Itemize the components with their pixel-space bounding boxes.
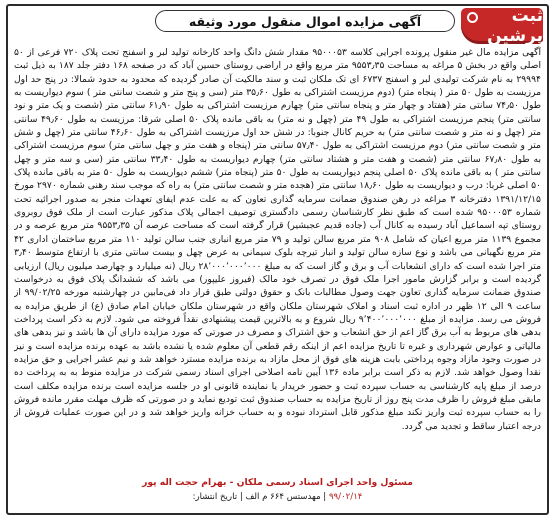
publication-meta-text: | مهدستس ۶۶۴ م الف | تاریخ انتشار: bbox=[192, 492, 329, 502]
notice-title bbox=[155, 10, 455, 32]
logo-eye-icon bbox=[467, 12, 478, 23]
publication-date: ۹۹/۰۲/۱۴ bbox=[328, 492, 363, 502]
notice-footer bbox=[12, 475, 543, 509]
logo-text: ثبت پرشین bbox=[487, 6, 543, 46]
notice-title-text: آگهی مزایده اموال منقول مورد وثیقه bbox=[188, 13, 422, 29]
publication-meta bbox=[12, 490, 543, 505]
newspaper-logo bbox=[461, 8, 543, 44]
notice-header bbox=[8, 6, 547, 46]
notice-body: آگهی مزایده مال غیر منقول پرونده اجرایی کلاسه ۹۵۰۰۰۵۳ مقدار شش دانگ واحد کارخانه تولید لبر و اسفنج تحت پلاک ۷۲۰ فرعی از ۵۰ اصلی واقع در بخش ۵ مراغه به مساحت ۹۵۵۳٫۳۵ متر مربع واقع در اراضی روستای حسین آباد که در صفحه ۱۶۸ دفتر جلد ۱۸۷ به ذیل ثبت ۲۹۹۹۴ به نام شرکت تولیدی لبر و اسفنج ۶۷۳۷ ای تک ملکان ثبت و سند مالکیت آن صادر گردیده که محدود به حدود شمالا: در پنج حد اول مرزیست به طول ۵۰ متر ( پنجاه متر) (دوم مرزیست اشتراکی به طول ۳۵٫۶۰ متر (سی و پنج متر و شصت سانتی متر ) سوم دیواریست به طول ۷۴٫۵۰ سانتی متر (هفتاد و چهار متر و پنجاه سانتی متر) چهارم مرزیست اشتراکی به طول ۶۱٫۹۰ سانتی متر (شصت و یک متر و نود سانتی متر) پنجم مرزیست اشتراکی به طول ۴۹ متر (چهل و نه متر) به باقی مانده پلاک ۵۰ اصلی شرقا: مرزیست به طول ۴۹٫۶۰ سانتی متر (چهل و نه متر و شصت سانتی متر) به حریم کانال جنوبا: در شش حد اول مرزیست اشتراکی به طول ۴۶٫۶۰ سانتی متر (چهل و شش متر و شصت سانتی متر) دوم مرزیست اشتراکی به طول ۵۷٫۴۰ سانتی متر (پنجاه و هفت متر و چهل سانتی متر) سوم مرزیست اشتراکی به طول ۶۷٫۸۰ سانتی متر (شصت و هفت متر و هشتاد سانتی متر) چهارم دیواریست به طول ۳۳٫۴۰ سانتی متر (سی و سه متر و چهل سانتی متر ) به باقی مانده پلاک ۵۰ اصلی پنجم دیواریست به طول ۵۰ متر (پنجاه متر) ششم دیواریست به طول ۵۰ متر به باقی مانده پلاک ۵۰ اصلی غربا: درب و دیواریست به طول ۱۸٫۶۰ سانتی متر (هجده متر و شصت سانتی متر) به راه که موجب سند رهنی شماره ۲۹۷۰ مورخ ۱۳۹۱/۱۲/۱۵ دفترخانه ۳ مراغه در رهن صندوق ضمانت سرمایه گذاری تعاون که به علت عدم ایفای تعهدات منجر به صدور اجرائیه تحت شماره ۹۵۰۰۰۵۳ شده است که طبق نظر کارشناسان رسمی دادگستری توصیف اجمالی پلاک مذکور عبارت است از ملک فوق روبروی روستای تپه اسماعیل آباد رسیده به کانال آب (جاده قدیم عجبشیر) قرار گرفته است که مساحت عرصه آن ۹۵۵۳٫۳۵ متر مربع عرصه و در مجموع ۱۱۳۹ متر مربع اعیان که شامل ۹۰۸ متر مربع سالن تولید و ۷۹ متر مربع انباری جنب سالن تولید ۱۱۰ متر مربع ساختمان اداری ۴۲ متر مربع نگهبانی می باشد و نوع سازه سالن تولید و انبار تیرچه بلوک سیمانی به عرض چهل و بیست سانتی متری با ارتفاع متوسط ۳٫۴۰ متر اجرا شده است که دارای انشعابات آب و برق و گاز است که به مبلغ ۲۸٬۰۰۰٬۰۰۰٬۰۰۰ ریال (نه میلیارد و چهارصد میلیون ریال) ارزیابی گردیده است و برابر گزارش مامور اجرا ملک فوق در تصرف خود مالک (فیروز علیپور) می باشد که ششدانگ پلاک فوق به درخواست صندوق ضمانت سرمایه گذاری تعاون جهت وصول مطالبات بانک و حقوق دولتی طبق قرار داد فی‌مابین در چهارشنبه مورخه ۹۹/۰۲/۲۵ از ساعت ۹ الی ۱۲ ظهر در اداره ثبت اسناد و املاک شهرستان ملکان واقع در شهرستان ملکان خیابان امام صادق (ع) از طریق مزایده به فروش می رسد. مزایده از مبلغ ۹٬۴۰۰٬۰۰۰٬۰۰۰ ریال شروع و به بالاترین قیمت پیشنهادی نقداً فروخته می شود. لازم به ذکر است پرداخت بدهی های مربوط به آب برق گاز اعم از حق انشعاب و حق اشتراک و مصرف در صورتی که مورد مزایده دارای آن ها باشد و نیز بدهی های مالیاتی و عوارض شهرداری و غیره تا تاریخ مزایده اعم از اینکه رقم قطعی آن معلوم شده یا نشده باشد به عهده برنده مزایده است و نیز در صورت وجود مازاد وجوه پرداختی بابت هزینه های فوق از محل مازاد به برنده مزایده مسترد خواهد شد و نیم عشر اجرایی و حق مزایده نقدا وصول خواهد شد. لازم به ذکر است برابر ماده ۱۳۶ آیین نامه اصلاحی اجرای اسناد رسمی شرکت در مزایده منوط به به پرداخت ده درصد از مبلغ پایه کارشناسی به حساب سپرده ثبت و حضور خریدار یا نماینده قانونی او در جلسه مزایده است برنده مزایده مکلف است مابقی مبلغ فروش را ظرف مدت پنج روز از تاریخ مزایده به حساب صندوق ثبت تودیع نماید و در صورتی که ظرف مهلت مقرر مانده فروش را به حساب سپرده ثبت واریز نکند مبلغ مذکور قابل استرداد نبوده و به حساب خزانه واریز خواهد شد و در این صورت عملیات فروش از درجه اعتبار ساقط و تجدید می گردد. bbox=[14, 47, 541, 432]
auction-notice bbox=[6, 4, 549, 515]
signature-line: مسئول واحد اجرای اسناد رسمی ملکان - بهرام حجت اله پور bbox=[142, 477, 413, 488]
